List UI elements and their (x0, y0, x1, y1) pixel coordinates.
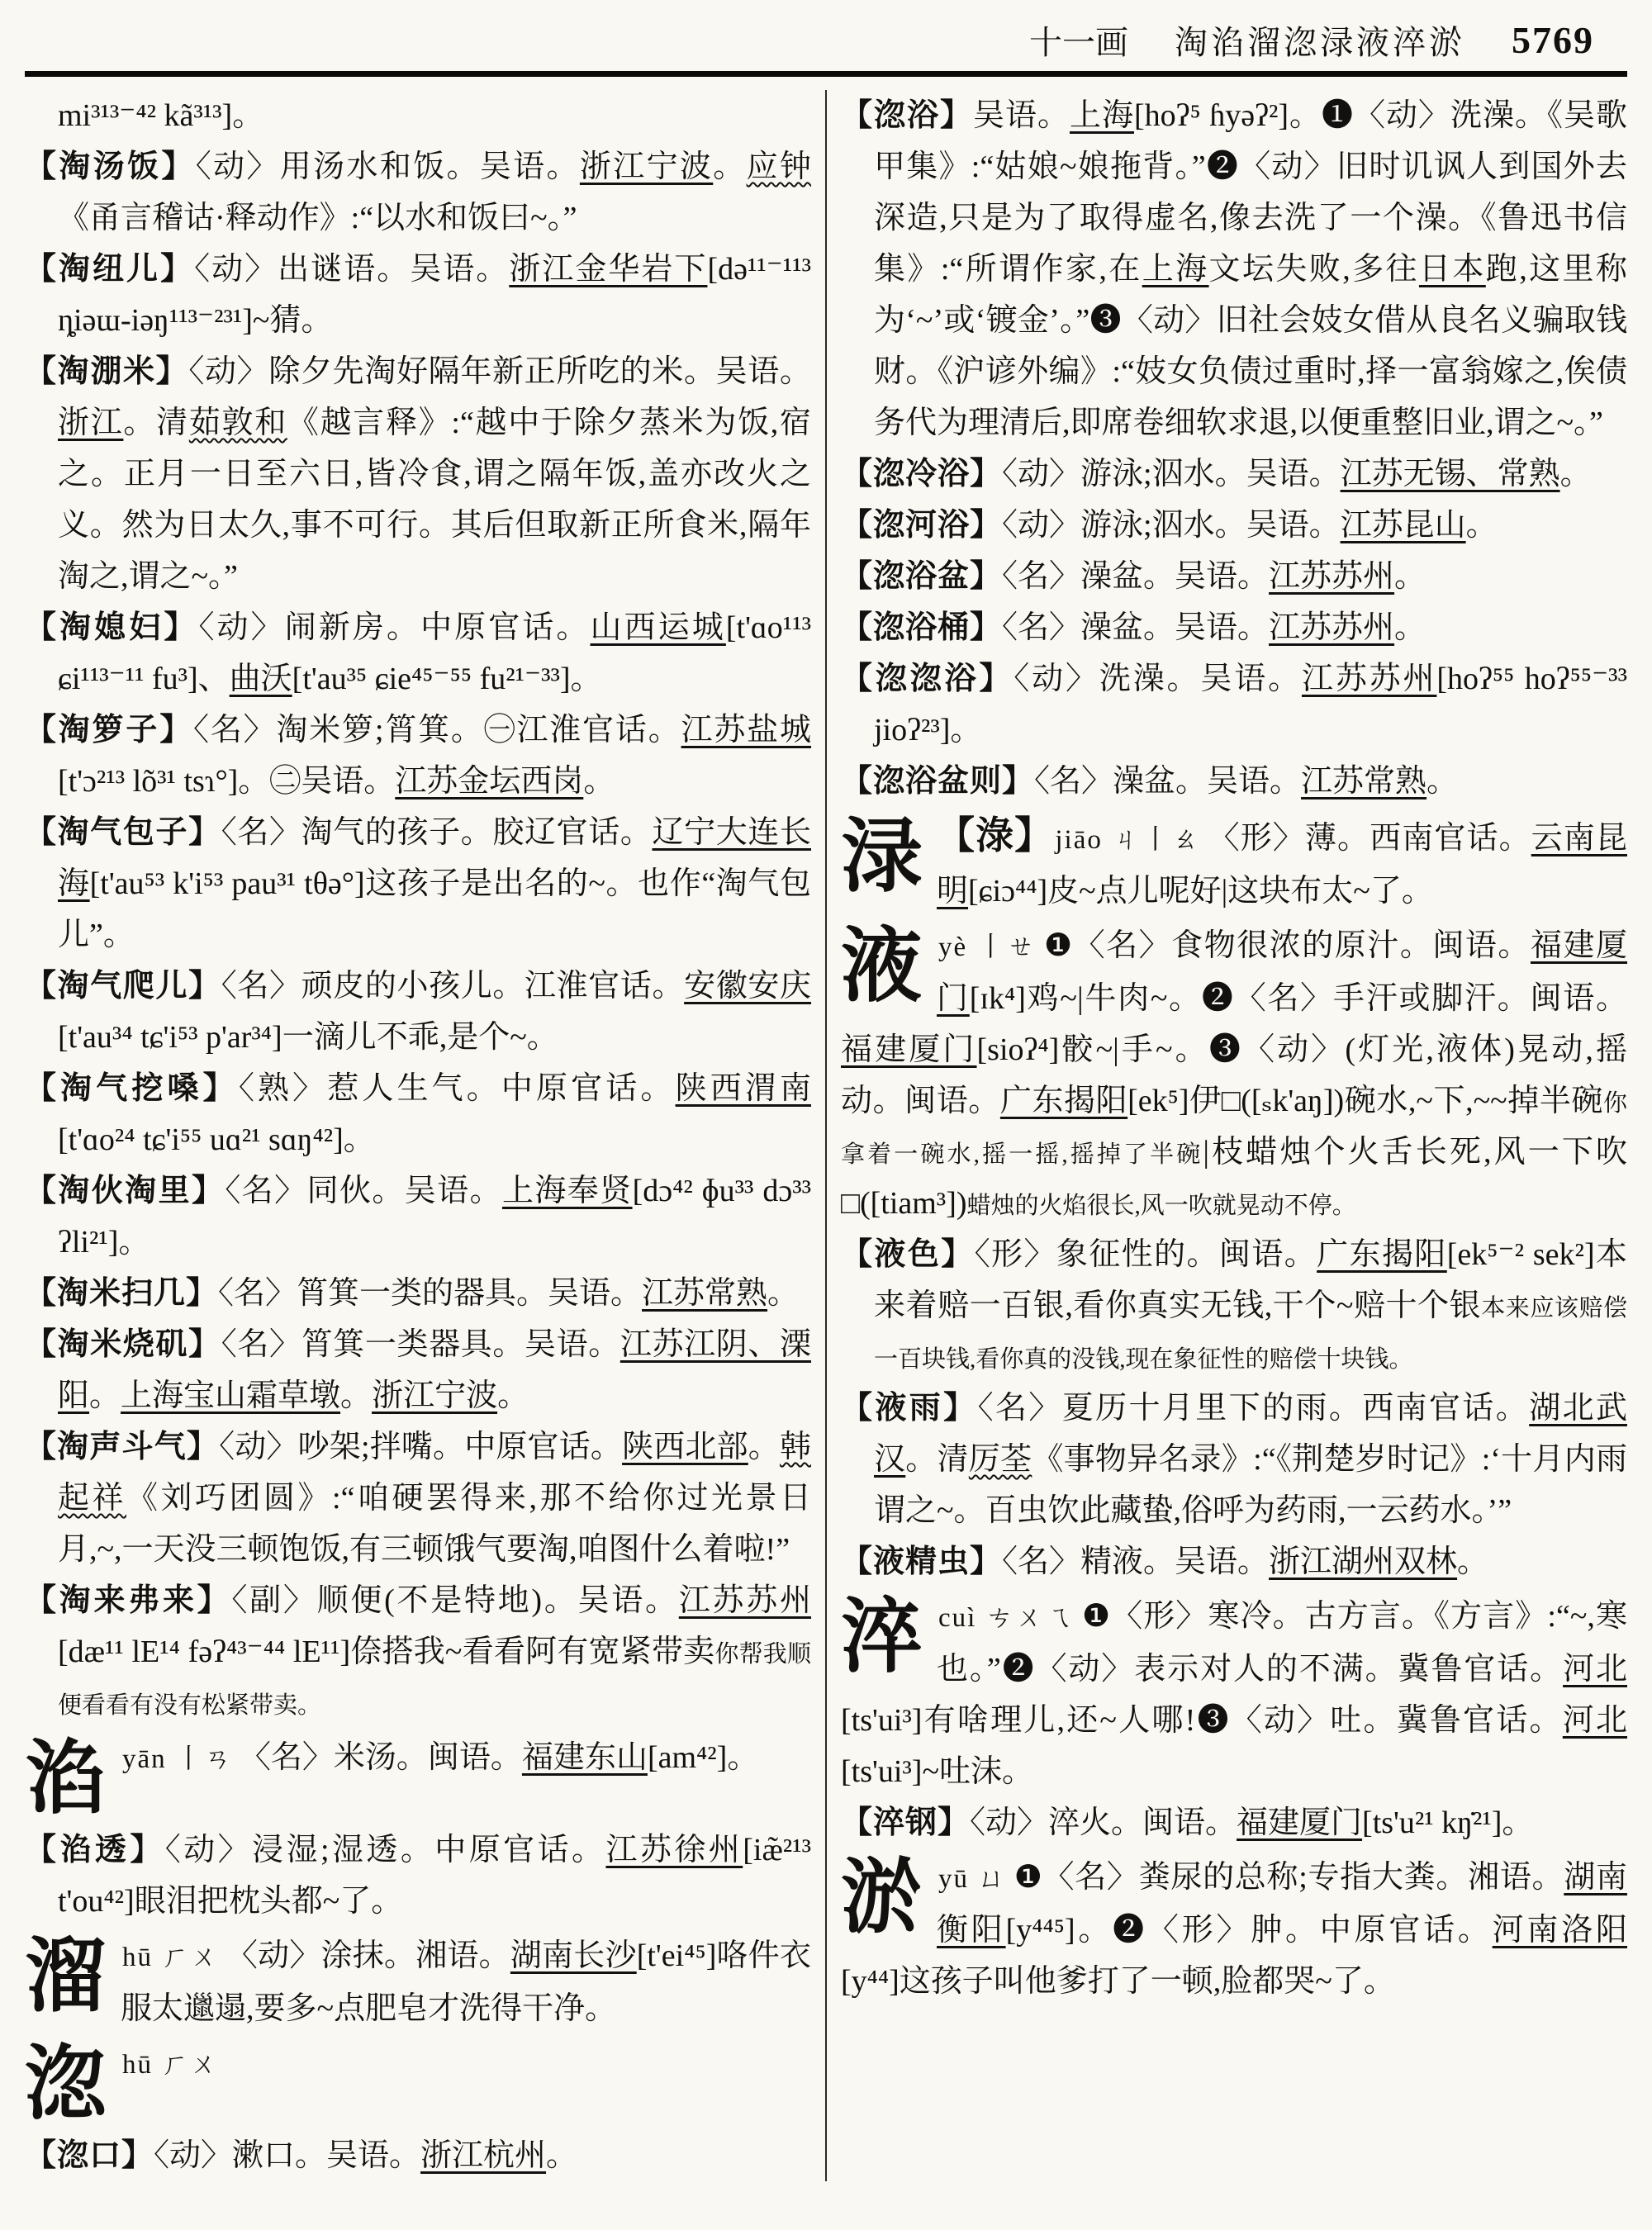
dict-entry (25, 90, 811, 141)
dict-entry (841, 1383, 1627, 1536)
entry-text: 。 (1457, 1544, 1489, 1579)
entry-head-character: 淬 (841, 1593, 923, 1682)
dict-entry (25, 1268, 811, 1319)
dict-entry (25, 1930, 811, 2034)
place-name: 广东揭阳 (1317, 1237, 1447, 1272)
entry-text: 。清 (905, 1442, 969, 1477)
entry-text: 〈形〉象征性的。闽语。 (974, 1237, 1317, 1272)
place-name: 江苏苏州 (678, 1583, 811, 1618)
entry-text: [ɕiɔ⁴⁴]皮~点儿呢好|这块布太~了。 (968, 874, 1433, 909)
dict-entry (841, 551, 1627, 602)
dict-entry (25, 1824, 811, 1927)
entry-text: ❶〈名〉粪尿的总称;专指大粪。湘语。 (1014, 1860, 1564, 1895)
dict-entry (25, 705, 811, 807)
place-name: 上海宝山霜草墩 (121, 1378, 341, 1413)
entry-text: [də¹¹⁻¹¹³ ȵiəɯ-iəŋ¹¹³⁻²³¹]~猜。 (58, 252, 811, 338)
entry-headword: 【淘气挖嗓】 (25, 1071, 239, 1106)
entry-headword: 【淬钢】 (841, 1805, 971, 1840)
entry-pronunciation: hū ㄏㄨ (122, 1942, 220, 1972)
entry-headword: 【液雨】 (841, 1391, 978, 1426)
place-name: 陕西北部 (622, 1430, 748, 1464)
dict-entry (25, 807, 811, 961)
entry-headword: 【淴浴盆则】 (841, 764, 1035, 799)
entry-head-character: 淊 (25, 1734, 107, 1824)
entry-pronunciation: yū ㄩ (938, 1864, 1008, 1894)
place-name: 湖南长沙 (510, 1938, 637, 1973)
entry-text: [hoʔ⁵⁵ hoʔ⁵⁵⁻³³ jioʔ²³]。 (874, 662, 1627, 747)
entry-text: 〈动〉游泳;泅水。吴语。 (1002, 508, 1341, 543)
entry-headword: 【淴浴】 (841, 98, 973, 133)
entry-headword: 【液精虫】 (841, 1544, 1003, 1579)
entry-head-character: 渌 (841, 813, 923, 902)
entry-text: 〈名〉同伙。吴语。 (225, 1174, 502, 1208)
place-name: 江苏盐城 (681, 713, 811, 747)
columns-container (25, 90, 1627, 2181)
dict-entry (25, 141, 811, 244)
place-name: 上海 (1069, 98, 1134, 133)
entry-small-gloss: 蜡烛的火焰很长,风一吹就晃动不停。 (966, 1193, 1356, 1219)
entry-text: 〈形〉薄。西南官话。 (1208, 821, 1531, 856)
place-name: 辽宁大连长海 (58, 815, 811, 901)
entry-text: 〈名〉淘气的孩子。胶辽官话。 (221, 815, 653, 850)
entry-small-gloss: 本来应该赔偿一百块钱,看你真的没钱,现在象征性的赔偿十块钱。 (874, 1295, 1627, 1373)
entry-text: 〈动〉漱口。吴语。 (154, 2137, 421, 2173)
place-name: 江苏徐州 (605, 1832, 743, 1867)
place-name: 江苏昆山 (1340, 508, 1466, 543)
dict-entry (841, 90, 1627, 448)
entry-headword: 【淘汤饭】 (25, 149, 196, 184)
entry-text: 。 (713, 149, 747, 184)
entry-pronunciation: yān 丨ㄢ (122, 1744, 233, 1774)
entry-headword: 【淴冷浴】 (841, 457, 1003, 491)
entry-text: [t'ei⁴⁵]咯件衣服太邋遢,要多~点肥皂才洗得干净。 (121, 1938, 811, 2026)
dict-entry (841, 1229, 1627, 1383)
place-name: 湖北武汉 (874, 1391, 1627, 1477)
person-name: 应钟 (746, 149, 811, 184)
entry-headword: 【淘来弗来】 (25, 1583, 232, 1618)
entry-text: [ts'ui³]有啥理儿,还~人哪!❸〈动〉吐。冀鲁官话。 (841, 1703, 1563, 1738)
dict-entry (841, 1797, 1627, 1848)
entry-headword: 【淘气包子】 (25, 815, 221, 850)
page-number: 5769 (1512, 18, 1594, 61)
entry-headword: 【淘气爬儿】 (25, 969, 221, 1004)
entry-text: 。清 (123, 406, 189, 440)
place-name: 河北 (1563, 1652, 1627, 1687)
column-divider (825, 90, 827, 2181)
dict-entry (25, 1063, 811, 1165)
entry-text: [ek⁵⁻² sek²]本来着赔一百银,看你真实无钱,干个~赔十个银 (874, 1237, 1627, 1323)
dict-entry (25, 244, 811, 346)
entry-head-character: 液 (841, 923, 923, 1012)
place-name: 安徽安庆 (684, 969, 811, 1004)
entry-text: 〈名〉筲箕一类器具。吴语。 (221, 1327, 620, 1362)
entry-text: 吴语。 (972, 98, 1070, 133)
entry-text: 〈熟〉惹人生气。中原官话。 (238, 1071, 676, 1106)
entry-text: 〈名〉澡盆。吴语。 (1002, 559, 1270, 594)
place-name: 江苏苏州 (1269, 559, 1395, 594)
entry-text: 〈名〉澡盆。吴语。 (1034, 764, 1302, 799)
place-name: 上海 (1142, 252, 1209, 287)
entry-headword: 【淴浴盆】 (841, 559, 1003, 594)
entry-text: [ek⁵]伊□([ₛk'aŋ])碗水,~下,~~掉半碗 (1127, 1084, 1603, 1118)
entry-small-gloss: 你帮我顺便看看有没有松紧带卖。 (58, 1641, 811, 1719)
place-name: 陕西渭南 (675, 1071, 811, 1106)
entry-text: 《刘巧团圆》:“咱硬罢得来,那不给你过光景日月,~,一天没三顿饱饭,有三顿饿气要淘,咱图什么着啦!” (58, 1481, 811, 1567)
entry-variant-character: 【淥】 (937, 814, 1054, 856)
entry-text: 〈动〉用汤水和饭。吴语。 (195, 149, 580, 184)
entry-text: 〈副〉顺便(不是特地)。吴语。 (231, 1583, 679, 1618)
entry-text: 〈动〉闹新房。中原官话。 (198, 610, 591, 645)
left-column (25, 90, 811, 2181)
dict-entry (25, 346, 811, 602)
entry-pronunciation: yè 丨ㄝ (938, 932, 1037, 962)
entry-text: [hoʔ⁵ ɦyəʔ²]。❶〈动〉洗澡。《吴歌甲集》:“姑娘~娘拖背。”❷〈动〉旧时讥讽人到国外去深造,只是为了取得虚名,像去洗了一个澡。《鲁迅书信集》:“所谓作家,在 (874, 98, 1627, 287)
entry-text: 〈名〉夏历十月里下的雨。西南官话。 (977, 1391, 1530, 1426)
entry-headword: 【淘媳妇】 (25, 610, 199, 645)
entry-text: [ts'ui³]~吐沫。 (841, 1754, 1034, 1789)
place-name: 浙江金华岩下 (509, 252, 708, 287)
place-name: 云南昆明 (937, 821, 1627, 909)
person-name: 厉荃 (968, 1442, 1032, 1477)
entry-text: [dæ¹¹ lE¹⁴ fəʔ⁴³⁻⁴⁴ lE¹¹]倷搭我~看看阿有宽紧带卖 (58, 1635, 715, 1669)
entry-text: 。 (1394, 559, 1427, 594)
entry-head-character: 淤 (841, 1854, 923, 1943)
entry-headword: 【淴淴浴】 (841, 662, 1014, 696)
entry-text: 〈动〉出谜语。吴语。 (194, 252, 510, 287)
place-name: 江苏无锡、常熟 (1340, 457, 1560, 491)
place-name: 江苏金坛西岗 (395, 764, 584, 799)
person-name: 韩起祥 (58, 1430, 811, 1516)
entry-text: [t'ɑo²⁴ tɕ'i⁵⁵ uɑ²¹ sɑŋ⁴²]。 (58, 1122, 375, 1157)
entry-text: [t'au³⁵ ɕie⁴⁵⁻⁵⁵ fu²¹⁻³³]。 (292, 662, 602, 696)
entry-text: [dɔ⁴² ɸu³³ dɔ³³ ʔli²¹]。 (58, 1174, 811, 1260)
entry-text: 《越言释》:“越中于除夕蒸米为饭,宿之。正月一日至六日,皆冷食,谓之隔年饭,盖亦改火之义。然为日太久,事不可行。其后但取新正所食米,隔年淘之,谓之~。” (58, 406, 811, 594)
entry-text: 〈动〉吵架;拌嘴。中原官话。 (219, 1430, 623, 1464)
entry-text: 。 (1394, 610, 1427, 645)
entry-headword: 【淴浴桶】 (841, 610, 1003, 645)
entry-head-character: 淴 (25, 2039, 107, 2129)
dict-entry (841, 448, 1627, 500)
entry-text: [t'au⁵³ k'i⁵³ pau³¹ tθə°]这孩子是出名的~。也作“淘气包儿”。 (58, 866, 811, 952)
entry-headword: 【淘声斗气】 (25, 1430, 220, 1464)
entry-text: 。 (546, 2137, 578, 2173)
entry-text: [y⁴⁴]这孩子叫他爹打了一顿,脸都哭~了。 (841, 1964, 1395, 1999)
dict-entry (25, 1421, 811, 1575)
entry-headword: 【淴河浴】 (841, 508, 1003, 543)
entry-text: 〈动〉除夕先淘好隔年新正所吃的米。吴语。 (188, 354, 811, 389)
entry-text: 文坛失败,多往 (1208, 252, 1419, 287)
entry-headword: 【淘纽儿】 (25, 252, 195, 287)
dict-entry (841, 1591, 1627, 1797)
entry-text: 。 (767, 1276, 800, 1311)
dict-entry (841, 1536, 1627, 1587)
entry-text: 。 (340, 1378, 373, 1413)
entry-text: 〈名〉筲箕一类的器具。吴语。 (218, 1276, 643, 1311)
place-name: 浙江宁波 (579, 149, 714, 184)
entry-text: 《甬言稽诂·释动作》:“以水和饭曰~。” (58, 201, 577, 235)
place-name: 浙江杭州 (420, 2137, 547, 2173)
dict-entry (25, 1165, 811, 1268)
dict-entry (25, 2038, 811, 2130)
entry-text: 〈动〉淬火。闽语。 (970, 1805, 1237, 1840)
dict-entry (25, 2130, 811, 2181)
entry-text: ❶〈形〉寒冷。古方言。《方言》:“~,寒也。”❷〈动〉表示对人的不满。冀鲁官话。 (937, 1599, 1627, 1687)
page-header (25, 12, 1627, 63)
entry-text: 〈名〉淘米箩;筲箕。㊀江淮官话。 (193, 713, 681, 747)
entry-head-character: 溜 (25, 1932, 107, 2022)
entry-pronunciation: cuì ㄘㄨㄟ (938, 1603, 1075, 1633)
dict-entry (25, 961, 811, 1063)
entry-text: 〈名〉澡盆。吴语。 (1002, 610, 1270, 645)
entry-text: [ɪk⁴]鸡~|牛肉~。❷〈名〉手汗或脚汗。闽语。 (969, 981, 1627, 1016)
place-name: 江苏江阴、溧阳 (58, 1327, 811, 1413)
right-column (841, 90, 1627, 2181)
dict-entry (25, 1319, 811, 1421)
dict-entry (25, 1732, 811, 1824)
entry-text: 〈动〉浸湿;湿透。中原官话。 (164, 1832, 606, 1867)
entry-text: ❶〈名〉食物很浓的原汁。闽语。 (1044, 928, 1531, 963)
entry-text: [am⁴²]。 (647, 1740, 759, 1775)
entry-headword: 【淘淜米】 (25, 354, 189, 389)
place-name: 浙江宁波 (372, 1378, 498, 1413)
entry-text: mi³¹³⁻⁴² kã³¹³]。 (58, 98, 264, 133)
entry-text: 〈名〉米汤。闽语。 (239, 1740, 522, 1775)
entry-text: [t'au³⁴ tɕ'i⁵³ p'ar³⁴]一滴儿不乖,是个~。 (58, 1020, 558, 1055)
entry-text: 〈动〉游泳;泅水。吴语。 (1002, 457, 1341, 491)
entry-text: |枝蜡烛个火舌长死,风一下吹□([tiam³]) (841, 1135, 1627, 1221)
entry-headword: 【淘伙淘里】 (25, 1174, 225, 1208)
dict-entry (25, 602, 811, 705)
entry-text: [iæ̃²¹³ t'ou⁴²]眼泪把枕头都~了。 (58, 1832, 811, 1919)
stroke-section-label: 十一画 (1029, 24, 1128, 61)
header-character-range: 淘淊溜淴渌液淬淤 (1175, 24, 1465, 61)
entry-text: 〈名〉精液。吴语。 (1002, 1544, 1270, 1579)
entry-text: 〈动〉涂抹。湘语。 (225, 1938, 510, 1973)
place-name: 江苏苏州 (1301, 662, 1437, 696)
place-name: 福建厦门 (841, 1032, 977, 1067)
header-rule (25, 71, 1627, 77)
place-name: 浙江湖州双林 (1269, 1544, 1458, 1579)
entry-text: 。 (748, 1430, 780, 1464)
entry-text: 〈动〉洗澡。吴语。 (1014, 662, 1302, 696)
place-name: 日本 (1418, 252, 1486, 287)
entry-headword: 【淴口】 (25, 2137, 154, 2173)
place-name: 广东揭阳 (999, 1084, 1128, 1118)
entry-text: 跑,这里称为‘~’或‘镀金’。”❸〈动〉旧社会妓女借从良名义骗取钱财。《沪谚外编》:“妓女负债过重时,择一富翁嫁之,俟债务代为理清后,即席卷细软求退,以便重整旧业,谓之~。” (874, 252, 1627, 440)
entry-headword: 【淊透】 (25, 1832, 165, 1867)
entry-text: 。 (583, 764, 615, 799)
place-name: 浙江 (58, 406, 124, 440)
place-name: 山西运城 (590, 610, 726, 645)
entry-headword: 【液色】 (841, 1237, 975, 1272)
place-name: 福建厦门 (937, 928, 1627, 1016)
entry-small-gloss: 你拿着一碗水,摇一摇,摇掉了半碗 (841, 1090, 1627, 1168)
entry-text: [ts'u²¹ kŋ̇²¹]。 (1362, 1805, 1534, 1840)
dict-entry (841, 500, 1627, 551)
place-name: 福建东山 (521, 1740, 648, 1775)
entry-headword: 【淘米扫几】 (25, 1276, 219, 1311)
dict-entry (841, 756, 1627, 807)
place-name: 福建厦门 (1237, 1805, 1363, 1840)
person-name: 茹敦和 (188, 406, 287, 440)
dict-entry (841, 920, 1627, 1229)
place-name: 曲沃 (229, 662, 292, 696)
place-name: 河北 (1562, 1703, 1627, 1738)
entry-text: 。 (1465, 508, 1498, 543)
entry-text: [sioʔ⁴]骹~|手~。❸〈动〉(灯光,液体)晃动,摇动。闽语。 (841, 1032, 1627, 1118)
place-name: 上海奉贤 (501, 1174, 633, 1208)
dict-entry (841, 602, 1627, 653)
entry-text: 〈名〉顽皮的小孩儿。江淮官话。 (221, 969, 685, 1004)
entry-headword: 【淘箩子】 (25, 713, 194, 747)
place-name: 江苏常熟 (1301, 764, 1427, 799)
entry-text: [t'ɑo¹¹³ ɕi¹¹³⁻¹¹ fu³]、 (58, 610, 811, 696)
entry-text: [t'ɔ²¹³ lõ³¹ tsɿ°]。㊁吴语。 (58, 764, 396, 799)
entry-pronunciation: jiāo ㄐ丨ㄠ (1055, 825, 1202, 855)
place-name: 江苏苏州 (1269, 610, 1395, 645)
entry-headword: 【淘米烧矶】 (25, 1327, 221, 1362)
dict-entry (841, 810, 1627, 917)
entry-text: [y⁴⁴⁵]。❷〈形〉肿。中原官话。 (1005, 1913, 1493, 1948)
place-name: 湖南衡阳 (937, 1860, 1627, 1948)
entry-text: 。 (497, 1378, 529, 1413)
entry-text: 。 (1427, 764, 1459, 799)
entry-text: 。 (89, 1378, 121, 1413)
dict-entry (841, 1852, 1627, 2007)
entry-text: 《事物异名录》:“《荆楚岁时记》:‘十月内雨谓之~。百虫饮此藏蛰,俗呼为药雨,一云药水。’” (874, 1442, 1627, 1528)
dict-entry (841, 653, 1627, 756)
entry-pronunciation: hū ㄏㄨ (122, 2049, 220, 2080)
place-name: 江苏常熟 (642, 1276, 768, 1311)
entry-text: 。 (1559, 457, 1592, 491)
place-name: 河南洛阳 (1492, 1913, 1627, 1948)
dict-entry (25, 1575, 811, 1729)
